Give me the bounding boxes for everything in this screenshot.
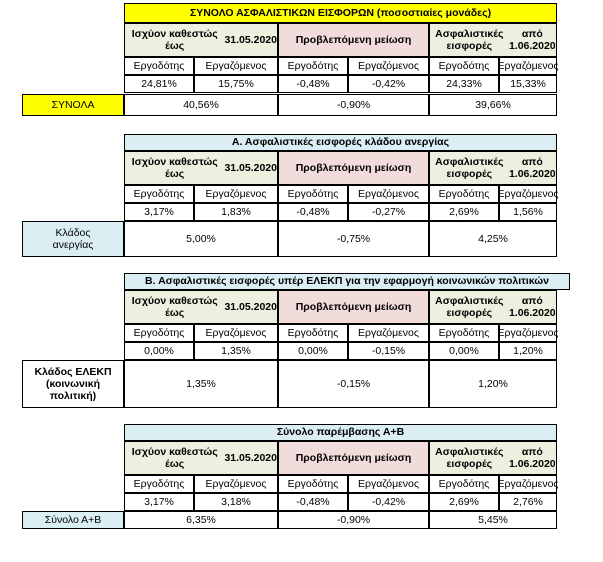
- header-new-contributions: [429, 151, 557, 185]
- header-new-line2: από 1.06.2020: [508, 27, 556, 52]
- table-title: Σύνολο παρέμβασης Α+Β: [124, 424, 557, 441]
- col-employee: Εργαζόμενος: [499, 185, 557, 203]
- col-employee: Εργαζόμενος: [194, 324, 278, 342]
- total-current: 5,00%: [124, 221, 278, 257]
- table-title: Α. Ασφαλιστικές εισφορές κλάδου ανεργίας: [124, 134, 557, 151]
- header-new-contributions: [429, 441, 557, 475]
- col-employee: Εργαζόμενος: [499, 475, 557, 493]
- value-cell: 3,17%: [124, 203, 194, 221]
- total-new: 4,25%: [429, 221, 557, 257]
- value-cell: 15,75%: [194, 75, 278, 93]
- col-employer: Εργοδότης: [124, 185, 194, 203]
- col-employee: Εργαζόμενος: [348, 57, 429, 75]
- total-current: 40,56%: [124, 94, 278, 116]
- col-employer: Εργοδότης: [429, 57, 499, 75]
- header-new-line1: Ασφαλιστικές εισφορές: [435, 27, 504, 52]
- col-employee: Εργαζόμενος: [499, 57, 557, 75]
- header-current-regime: [124, 441, 278, 475]
- value-cell: -0,27%: [348, 203, 429, 221]
- value-cell: 24,81%: [124, 75, 194, 93]
- value-cell: 15,33%: [499, 75, 557, 93]
- col-employee: Εργαζόμενος: [194, 475, 278, 493]
- value-cell: 2,69%: [429, 203, 499, 221]
- header-new-line1: Ασφαλιστικές εισφορές: [435, 155, 504, 180]
- header-reduction: Προβλεπόμενη μείωση: [278, 441, 429, 475]
- value-cell: -0,42%: [348, 493, 429, 511]
- value-cell: 1,35%: [194, 342, 278, 360]
- value-cell: 0,00%: [429, 342, 499, 360]
- header-current-line2: 31.05.2020: [224, 300, 277, 313]
- header-new-contributions: [429, 290, 557, 324]
- header-current-regime: [124, 151, 278, 185]
- row-label: Κλάδος ανεργίας: [22, 221, 124, 257]
- col-employer: Εργοδότης: [429, 324, 499, 342]
- table-title: Β. Ασφαλιστικές εισφορές υπέρ ΕΛΕΚΠ για την εφαρμογή κοινωνικών πολιτικών: [124, 273, 570, 290]
- value-cell: 1,56%: [499, 203, 557, 221]
- row-label: Σύνολο Α+Β: [22, 511, 124, 529]
- header-current-line1: Ισχύον καθεστώς έως: [131, 27, 218, 52]
- row-label: ΣΥΝΟΛΑ: [22, 94, 124, 116]
- value-cell: 1,83%: [194, 203, 278, 221]
- total-reduction: -0,15%: [278, 360, 429, 408]
- value-cell: -0,48%: [278, 203, 348, 221]
- header-new-line2: από 1.06.2020: [508, 294, 556, 319]
- col-employee: Εργαζόμενος: [194, 185, 278, 203]
- header-reduction: Προβλεπόμενη μείωση: [278, 151, 429, 185]
- header-new-line2: από 1.06.2020: [508, 445, 556, 470]
- header-current-regime: [124, 290, 278, 324]
- row-label: Κλάδος ΕΛΕΚΠ (κοινωνική πολιτική): [22, 360, 124, 408]
- col-employee: Εργαζόμενος: [348, 475, 429, 493]
- total-reduction: -0,90%: [278, 511, 429, 529]
- total-new: 39,66%: [429, 94, 557, 116]
- total-reduction: -0,75%: [278, 221, 429, 257]
- header-current-line2: 31.05.2020: [224, 451, 277, 464]
- header-reduction: Προβλεπόμενη μείωση: [278, 290, 429, 324]
- total-new: 1,20%: [429, 360, 557, 408]
- col-employee: Εργαζόμενος: [499, 324, 557, 342]
- col-employer: Εργοδότης: [429, 475, 499, 493]
- total-current: 6,35%: [124, 511, 278, 529]
- value-cell: 3,17%: [124, 493, 194, 511]
- value-cell: -0,42%: [348, 75, 429, 93]
- header-current-line2: 31.05.2020: [224, 161, 277, 174]
- col-employee: Εργαζόμενος: [194, 57, 278, 75]
- col-employer: Εργοδότης: [124, 57, 194, 75]
- value-cell: 0,00%: [278, 342, 348, 360]
- col-employer: Εργοδότης: [278, 185, 348, 203]
- header-new-line1: Ασφαλιστικές εισφορές: [435, 445, 504, 470]
- value-cell: 2,76%: [499, 493, 557, 511]
- header-current-regime: [124, 23, 278, 57]
- value-cell: -0,48%: [278, 493, 348, 511]
- col-employer: Εργοδότης: [278, 475, 348, 493]
- header-new-line1: Ασφαλιστικές εισφορές: [435, 294, 504, 319]
- col-employer: Εργοδότης: [124, 324, 194, 342]
- col-employer: Εργοδότης: [429, 185, 499, 203]
- table-title: ΣΥΝΟΛΟ ΑΣΦΑΛΙΣΤΙΚΩΝ ΕΙΣΦΟΡΩΝ (ποσοστιαίες μονάδες): [124, 3, 557, 23]
- value-cell: 0,00%: [124, 342, 194, 360]
- total-new: 5,45%: [429, 511, 557, 529]
- value-cell: 1,20%: [499, 342, 557, 360]
- header-current-line1: Ισχύον καθεστώς έως: [131, 294, 218, 319]
- header-current-line1: Ισχύον καθεστώς έως: [131, 155, 218, 180]
- total-current: 1,35%: [124, 360, 278, 408]
- col-employee: Εργαζόμενος: [348, 324, 429, 342]
- header-new-contributions: [429, 23, 557, 57]
- header-current-line1: Ισχύον καθεστώς έως: [131, 445, 218, 470]
- value-cell: -0,48%: [278, 75, 348, 93]
- total-reduction: -0,90%: [278, 94, 429, 116]
- col-employer: Εργοδότης: [278, 324, 348, 342]
- header-current-line2: 31.05.2020: [224, 33, 277, 46]
- header-reduction: Προβλεπόμενη μείωση: [278, 23, 429, 57]
- value-cell: -0,15%: [348, 342, 429, 360]
- header-new-line2: από 1.06.2020: [508, 155, 556, 180]
- value-cell: 2,69%: [429, 493, 499, 511]
- value-cell: 3,18%: [194, 493, 278, 511]
- col-employer: Εργοδότης: [278, 57, 348, 75]
- col-employee: Εργαζόμενος: [348, 185, 429, 203]
- value-cell: 24,33%: [429, 75, 499, 93]
- col-employer: Εργοδότης: [124, 475, 194, 493]
